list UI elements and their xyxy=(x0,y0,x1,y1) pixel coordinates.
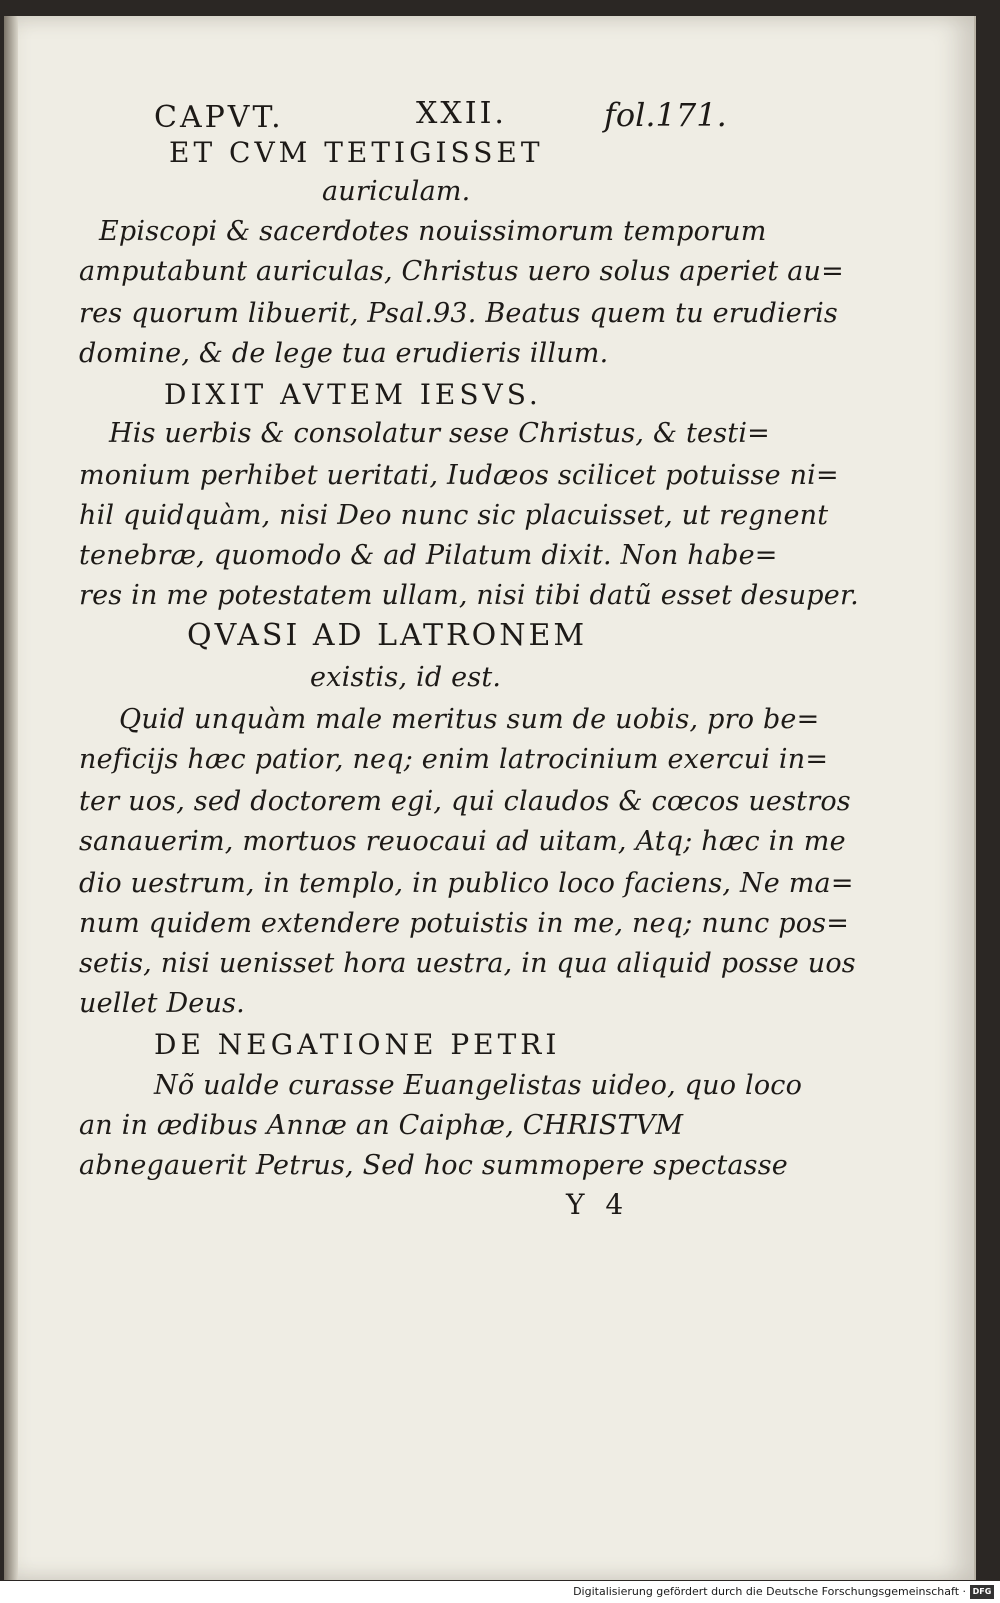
text-line: Nõ ualde curasse Euangelistas uideo, quo loco xyxy=(154,1070,803,1101)
text-line: His uerbis & consolatur sese Christus, & testi= xyxy=(109,418,770,449)
text-line: dio uestrum, in templo, in publico loco faciens, Ne ma= xyxy=(79,868,854,899)
running-head-caput: CAPVT. xyxy=(154,100,284,135)
text-line: tenebræ, quomodo & ad Pilatum dixit. Non habe= xyxy=(79,540,778,571)
page-gutter xyxy=(4,16,18,1580)
text-line: abnegauerit Petrus, Sed hoc summopere spectasse xyxy=(79,1150,788,1181)
text-line: amputabunt auriculas, Christus uero solus aperiet au= xyxy=(79,256,844,287)
section-heading: QVASI AD LATRONEM xyxy=(187,618,588,653)
folio-number: fol.171. xyxy=(604,96,727,134)
text-line: hil quidquàm, nisi Deo nunc sic placuisset, ut regnent xyxy=(79,500,829,531)
text-line: uellet Deus. xyxy=(79,988,245,1019)
signature-mark: Y 4 xyxy=(566,1188,630,1221)
text-line: num quidem extendere potuistis in me, neq; nunc pos= xyxy=(79,908,850,939)
dfg-logo: DFG xyxy=(970,1585,994,1599)
text-line: setis, nisi uenisset hora uestra, in qua aliquid posse uos xyxy=(79,948,856,979)
section-heading: ET CVM TETIGISSET xyxy=(169,136,544,169)
section-heading: DIXIT AVTEM IESVS. xyxy=(164,378,542,411)
text-line: sanauerim, mortuos reuocaui ad uitam, Atq; hæc in me xyxy=(79,826,846,857)
section-heading: DE NEGATIONE PETRI xyxy=(154,1028,561,1061)
text-line: ter uos, sed doctorem egi, qui claudos & cœcos uestros xyxy=(79,786,851,817)
text-line: monium perhibet ueritati, Iudæos scilicet potuisse ni= xyxy=(79,460,839,491)
text-line: an in ædibus Annæ an Caiphæ, CHRISTVM xyxy=(79,1110,684,1141)
text-line: Episcopi & sacerdotes nouissimorum temporum xyxy=(99,216,767,247)
footer-credit: Digitalisierung gefördert durch die Deutsche Forschungsgemeinschaft · xyxy=(573,1585,966,1598)
text-line: domine, & de lege tua erudieris illum. xyxy=(79,338,609,369)
digitization-footer xyxy=(0,1581,1000,1603)
text-line: existis, id est. xyxy=(310,662,502,693)
text-line: Quid unquàm male meritus sum de uobis, pro be= xyxy=(119,704,820,735)
book-page xyxy=(4,16,976,1580)
running-head-chapter: XXII. xyxy=(416,96,507,131)
text-line: res in me potestatem ullam, nisi tibi datũ esset desuper. xyxy=(79,580,859,611)
text-line: res quorum libuerit, Psal.93. Beatus quem tu erudieris xyxy=(79,298,838,329)
text-line: auriculam. xyxy=(322,176,471,207)
text-line: neficijs hæc patior, neq; enim latrocinium exercui in= xyxy=(79,744,829,775)
